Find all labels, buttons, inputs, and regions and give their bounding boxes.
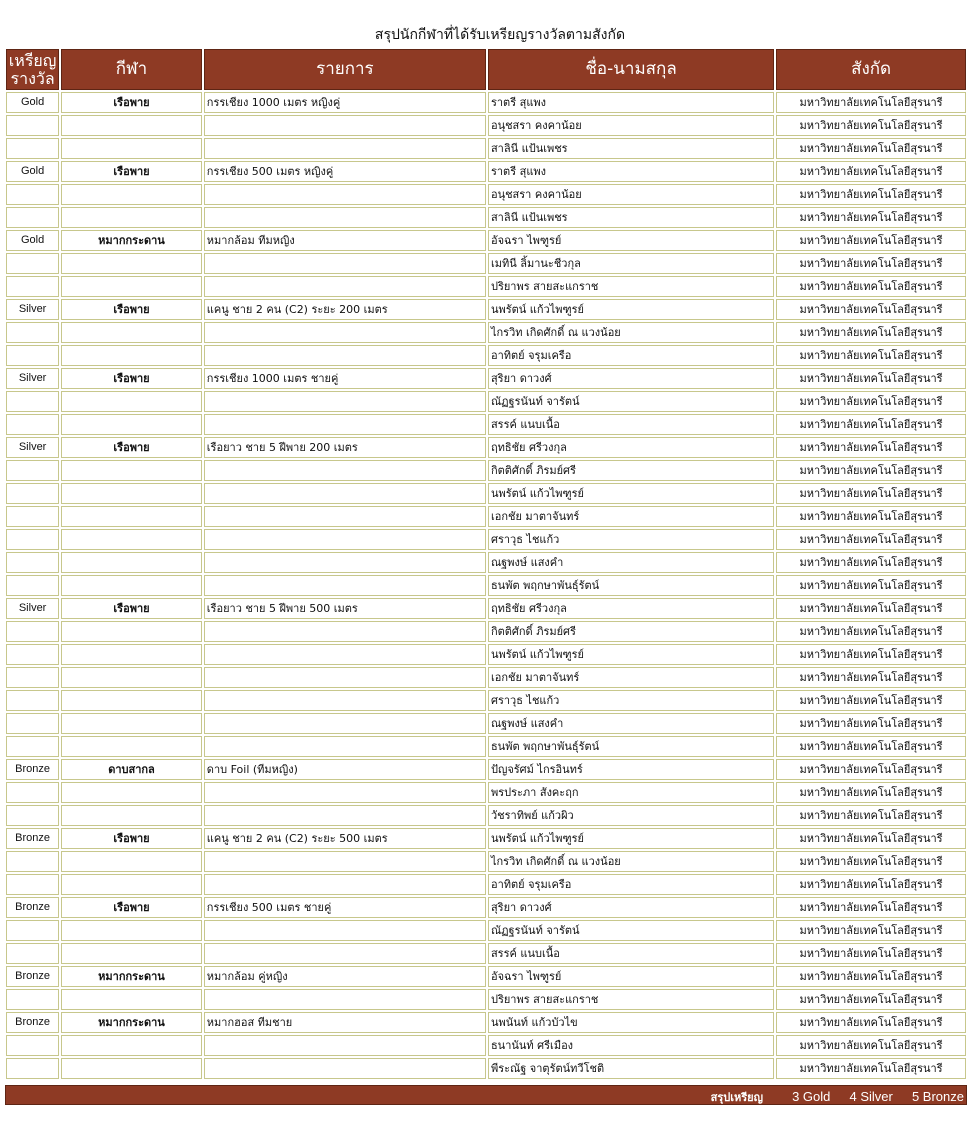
affiliation-cell: มหาวิทยาลัยเทคโนโลยีสุรนารี: [776, 437, 966, 458]
medal-cell: [6, 391, 59, 412]
affiliation-cell: มหาวิทยาลัยเทคโนโลยีสุรนารี: [776, 161, 966, 182]
name-cell: เมทินี ลิ้มานะชีวกุล: [488, 253, 774, 274]
sport-cell: เรือพาย: [61, 598, 202, 619]
event-cell: [204, 322, 486, 343]
event-cell: [204, 1058, 486, 1079]
table-row: [6, 897, 966, 918]
event-cell: [204, 529, 486, 550]
medal-cell: [6, 483, 59, 504]
table-body: [6, 92, 966, 1079]
name-cell: ธนพัต พฤกษาพันธุ์รัตน์: [488, 575, 774, 596]
table-row: [6, 391, 966, 412]
medal-cell: Silver: [6, 368, 59, 389]
table-row: [6, 184, 966, 205]
medal-cell: [6, 1035, 59, 1056]
event-cell: [204, 851, 486, 872]
medal-cell: [6, 782, 59, 803]
name-cell: ราตรี สุแพง: [488, 161, 774, 182]
table-row: [6, 115, 966, 136]
event-cell: กรรเชียง 500 เมตร หญิงคู่: [204, 161, 486, 182]
affiliation-cell: มหาวิทยาลัยเทคโนโลยีสุรนารี: [776, 345, 966, 366]
table-row: [6, 437, 966, 458]
sport-cell: [61, 989, 202, 1010]
header-event: รายการ: [204, 49, 486, 90]
name-cell: ฤทธิชัย ศรีวงกุล: [488, 437, 774, 458]
sport-cell: [61, 575, 202, 596]
affiliation-cell: มหาวิทยาลัยเทคโนโลยีสุรนารี: [776, 552, 966, 573]
affiliation-cell: มหาวิทยาลัยเทคโนโลยีสุรนารี: [776, 805, 966, 826]
name-cell: สุริยา ดาวงศ์: [488, 368, 774, 389]
summary-gold: 3 Gold: [792, 1089, 831, 1104]
name-cell: ณัฏฐรนันท์ จารัตน์: [488, 920, 774, 941]
name-cell: ราตรี สุแพง: [488, 92, 774, 113]
event-cell: แคนู ชาย 2 คน (C2) ระยะ 200 เมตร: [204, 299, 486, 320]
name-cell: สาลินี แป้นเพชร: [488, 138, 774, 159]
event-cell: [204, 483, 486, 504]
table-row: [6, 529, 966, 550]
medal-cell: [6, 667, 59, 688]
sport-cell: [61, 713, 202, 734]
medal-cell: [6, 805, 59, 826]
sport-cell: [61, 943, 202, 964]
event-cell: กรรเชียง 1000 เมตร หญิงคู่: [204, 92, 486, 113]
name-cell: อาทิตย์ จรุมเครือ: [488, 874, 774, 895]
name-cell: กิตติศักดิ์ ภิรมย์ศรี: [488, 621, 774, 642]
affiliation-cell: มหาวิทยาลัยเทคโนโลยีสุรนารี: [776, 690, 966, 711]
event-cell: กรรเชียง 500 เมตร ชายคู่: [204, 897, 486, 918]
event-cell: [204, 391, 486, 412]
table-header-row: [6, 49, 966, 90]
sport-cell: หมากกระดาน: [61, 230, 202, 251]
table-row: [6, 1035, 966, 1056]
table-row: [6, 322, 966, 343]
medal-cell: [6, 276, 59, 297]
affiliation-cell: มหาวิทยาลัยเทคโนโลยีสุรนารี: [776, 207, 966, 228]
affiliation-cell: มหาวิทยาลัยเทคโนโลยีสุรนารี: [776, 529, 966, 550]
name-cell: อนุชสรา คงคาน้อย: [488, 115, 774, 136]
page-title: สรุปนักกีฬาที่ได้รับเหรียญรางวัลตามสังกัด: [374, 27, 626, 43]
name-cell: พรประภา สังคะฤก: [488, 782, 774, 803]
name-cell: ศราวุธ ไชแก้ว: [488, 690, 774, 711]
medal-cell: [6, 851, 59, 872]
event-cell: [204, 184, 486, 205]
name-cell: ไกรวิท เกิดศักดิ์ ณ แวงน้อย: [488, 851, 774, 872]
event-cell: [204, 253, 486, 274]
table-row: [6, 506, 966, 527]
sport-cell: [61, 414, 202, 435]
sport-cell: [61, 276, 202, 297]
name-cell: สาลินี แป้นเพชร: [488, 207, 774, 228]
sport-cell: [61, 529, 202, 550]
affiliation-cell: มหาวิทยาลัยเทคโนโลยีสุรนารี: [776, 1012, 966, 1033]
name-cell: ณฐพงษ์ แสงคำ: [488, 552, 774, 573]
name-cell: อัจฉรา ไพฑูรย์: [488, 966, 774, 987]
sport-cell: เรือพาย: [61, 437, 202, 458]
summary-bronze: 5 Bronze: [911, 1089, 964, 1104]
table-row: [6, 92, 966, 113]
sport-cell: [61, 506, 202, 527]
affiliation-cell: มหาวิทยาลัยเทคโนโลยีสุรนารี: [776, 322, 966, 343]
medal-cell: [6, 874, 59, 895]
name-cell: สุริยา ดาวงศ์: [488, 897, 774, 918]
event-cell: [204, 782, 486, 803]
name-cell: พีระณัฐ จาตุรัตน์ทวีโชติ: [488, 1058, 774, 1079]
medal-cell: [6, 713, 59, 734]
medal-cell: Bronze: [6, 897, 59, 918]
table-row: [6, 989, 966, 1010]
header-medal: เหรียญรางวัล: [6, 49, 59, 90]
event-cell: หมากล้อม ทีมหญิง: [204, 230, 486, 251]
event-cell: [204, 552, 486, 573]
event-cell: [204, 138, 486, 159]
medal-cell: [6, 621, 59, 642]
sport-cell: เรือพาย: [61, 299, 202, 320]
sport-cell: เรือพาย: [61, 92, 202, 113]
name-cell: ศราวุธ ไชแก้ว: [488, 529, 774, 550]
summary-bar: [5, 1085, 967, 1105]
table-row: [6, 966, 966, 987]
affiliation-cell: มหาวิทยาลัยเทคโนโลยีสุรนารี: [776, 368, 966, 389]
affiliation-cell: มหาวิทยาลัยเทคโนโลยีสุรนารี: [776, 598, 966, 619]
sport-cell: หมากกระดาน: [61, 966, 202, 987]
sport-cell: [61, 483, 202, 504]
medal-cell: Gold: [6, 161, 59, 182]
medal-cell: [6, 184, 59, 205]
medal-cell: [6, 322, 59, 343]
event-cell: [204, 575, 486, 596]
name-cell: เอกชัย มาตาจันทร์: [488, 506, 774, 527]
table-row: [6, 805, 966, 826]
event-cell: [204, 690, 486, 711]
event-cell: [204, 414, 486, 435]
table-row: [6, 874, 966, 895]
affiliation-cell: มหาวิทยาลัยเทคโนโลยีสุรนารี: [776, 391, 966, 412]
sport-cell: [61, 805, 202, 826]
medal-cell: Bronze: [6, 966, 59, 987]
table-row: [6, 345, 966, 366]
sport-cell: [61, 391, 202, 412]
affiliation-cell: มหาวิทยาลัยเทคโนโลยีสุรนารี: [776, 713, 966, 734]
medal-cell: [6, 414, 59, 435]
affiliation-cell: มหาวิทยาลัยเทคโนโลยีสุรนารี: [776, 115, 966, 136]
medal-table: [4, 47, 968, 1081]
sport-cell: [61, 1058, 202, 1079]
affiliation-cell: มหาวิทยาลัยเทคโนโลยีสุรนารี: [776, 299, 966, 320]
medal-cell: Silver: [6, 598, 59, 619]
medal-cell: Gold: [6, 92, 59, 113]
header-sport: กีฬา: [61, 49, 202, 90]
affiliation-cell: มหาวิทยาลัยเทคโนโลยีสุรนารี: [776, 230, 966, 251]
affiliation-cell: มหาวิทยาลัยเทคโนโลยีสุรนารี: [776, 184, 966, 205]
event-cell: [204, 115, 486, 136]
name-cell: สรรค์ แนบเนื้อ: [488, 943, 774, 964]
medal-cell: [6, 552, 59, 573]
summary-label: สรุปเหรียญ: [710, 1091, 763, 1104]
table-row: [6, 851, 966, 872]
table-row: [6, 713, 966, 734]
table-row: [6, 460, 966, 481]
table-row: [6, 138, 966, 159]
affiliation-cell: มหาวิทยาลัยเทคโนโลยีสุรนารี: [776, 644, 966, 665]
table-row: [6, 621, 966, 642]
name-cell: อาทิตย์ จรุมเครือ: [488, 345, 774, 366]
medal-cell: [6, 575, 59, 596]
event-cell: แคนู ชาย 2 คน (C2) ระยะ 500 เมตร: [204, 828, 486, 849]
event-cell: กรรเชียง 1000 เมตร ชายคู่: [204, 368, 486, 389]
affiliation-cell: มหาวิทยาลัยเทคโนโลยีสุรนารี: [776, 621, 966, 642]
sport-cell: [61, 552, 202, 573]
affiliation-cell: มหาวิทยาลัยเทคโนโลยีสุรนารี: [776, 460, 966, 481]
table-row: [6, 414, 966, 435]
name-cell: วัชราทิพย์ แก้วผิว: [488, 805, 774, 826]
table-row: [6, 943, 966, 964]
sport-cell: [61, 207, 202, 228]
event-cell: เรือยาว ชาย 5 ฝีพาย 200 เมตร: [204, 437, 486, 458]
table-row: [6, 759, 966, 780]
event-cell: [204, 989, 486, 1010]
affiliation-cell: มหาวิทยาลัยเทคโนโลยีสุรนารี: [776, 138, 966, 159]
event-cell: [204, 644, 486, 665]
affiliation-cell: มหาวิทยาลัยเทคโนโลยีสุรนารี: [776, 506, 966, 527]
medal-cell: [6, 253, 59, 274]
name-cell: ฤทธิชัย ศรีวงกุล: [488, 598, 774, 619]
header-affiliation: สังกัด: [776, 49, 966, 90]
name-cell: เอกชัย มาตาจันทร์: [488, 667, 774, 688]
table-row: [6, 253, 966, 274]
medal-cell: Bronze: [6, 1012, 59, 1033]
name-cell: นพรัตน์ แก้วไพฑูรย์: [488, 299, 774, 320]
event-cell: [204, 805, 486, 826]
sport-cell: [61, 644, 202, 665]
name-cell: ณฐพงษ์ แสงคำ: [488, 713, 774, 734]
medal-cell: Silver: [6, 299, 59, 320]
sport-cell: ดาบสากล: [61, 759, 202, 780]
event-cell: [204, 736, 486, 757]
sport-cell: [61, 736, 202, 757]
table-row: [6, 552, 966, 573]
name-cell: ปริยาพร สายสะแกราช: [488, 989, 774, 1010]
name-cell: อนุชสรา คงคาน้อย: [488, 184, 774, 205]
sport-cell: [61, 667, 202, 688]
table-row: [6, 920, 966, 941]
event-cell: [204, 920, 486, 941]
table-row: [6, 368, 966, 389]
table-row: [6, 161, 966, 182]
medal-cell: [6, 138, 59, 159]
table-row: [6, 1058, 966, 1079]
event-cell: [204, 621, 486, 642]
sport-cell: [61, 920, 202, 941]
sport-cell: [61, 184, 202, 205]
event-cell: หมากล้อม คู่หญิง: [204, 966, 486, 987]
affiliation-cell: มหาวิทยาลัยเทคโนโลยีสุรนารี: [776, 966, 966, 987]
sport-cell: [61, 460, 202, 481]
table-row: [6, 782, 966, 803]
event-cell: [204, 1035, 486, 1056]
name-cell: กิตติศักดิ์ ภิรมย์ศรี: [488, 460, 774, 481]
sport-cell: เรือพาย: [61, 368, 202, 389]
sport-cell: เรือพาย: [61, 828, 202, 849]
affiliation-cell: มหาวิทยาลัยเทคโนโลยีสุรนารี: [776, 920, 966, 941]
table-row: [6, 828, 966, 849]
event-cell: [204, 713, 486, 734]
name-cell: นพรัตน์ แก้วไพฑูรย์: [488, 483, 774, 504]
name-cell: สรรค์ แนบเนื้อ: [488, 414, 774, 435]
affiliation-cell: มหาวิทยาลัยเทคโนโลยีสุรนารี: [776, 989, 966, 1010]
name-cell: อัจฉรา ไพฑูรย์: [488, 230, 774, 251]
medal-cell: Gold: [6, 230, 59, 251]
medal-cell: [6, 690, 59, 711]
affiliation-cell: มหาวิทยาลัยเทคโนโลยีสุรนารี: [776, 276, 966, 297]
affiliation-cell: มหาวิทยาลัยเทคโนโลยีสุรนารี: [776, 897, 966, 918]
table-row: [6, 230, 966, 251]
name-cell: ไกรวิท เกิดศักดิ์ ณ แวงน้อย: [488, 322, 774, 343]
event-cell: ดาบ Foil (ทีมหญิง): [204, 759, 486, 780]
sport-cell: [61, 782, 202, 803]
table-row: [6, 483, 966, 504]
table-row: [6, 598, 966, 619]
name-cell: ณัฏฐรนันท์ จารัตน์: [488, 391, 774, 412]
sport-cell: [61, 115, 202, 136]
table-row: [6, 690, 966, 711]
affiliation-cell: มหาวิทยาลัยเทคโนโลยีสุรนารี: [776, 253, 966, 274]
medal-cell: Bronze: [6, 828, 59, 849]
table-row: [6, 299, 966, 320]
medal-cell: [6, 115, 59, 136]
sport-cell: เรือพาย: [61, 897, 202, 918]
affiliation-cell: มหาวิทยาลัยเทคโนโลยีสุรนารี: [776, 1035, 966, 1056]
affiliation-cell: มหาวิทยาลัยเทคโนโลยีสุรนารี: [776, 874, 966, 895]
affiliation-cell: มหาวิทยาลัยเทคโนโลยีสุรนารี: [776, 414, 966, 435]
medal-cell: [6, 1058, 59, 1079]
header-name: ชื่อ-นามสกุล: [488, 49, 774, 90]
table-row: [6, 644, 966, 665]
name-cell: ปัญจรัศม์ ไกรอินทร์: [488, 759, 774, 780]
medal-cell: [6, 207, 59, 228]
event-cell: [204, 506, 486, 527]
table-row: [6, 276, 966, 297]
affiliation-cell: มหาวิทยาลัยเทคโนโลยีสุรนารี: [776, 782, 966, 803]
affiliation-cell: มหาวิทยาลัยเทคโนโลยีสุรนารี: [776, 667, 966, 688]
event-cell: [204, 207, 486, 228]
event-cell: [204, 667, 486, 688]
table-row: [6, 1012, 966, 1033]
medal-cell: Silver: [6, 437, 59, 458]
medal-cell: [6, 460, 59, 481]
affiliation-cell: มหาวิทยาลัยเทคโนโลยีสุรนารี: [776, 851, 966, 872]
sport-cell: หมากกระดาน: [61, 1012, 202, 1033]
sport-cell: [61, 690, 202, 711]
affiliation-cell: มหาวิทยาลัยเทคโนโลยีสุรนารี: [776, 483, 966, 504]
table-row: [6, 667, 966, 688]
summary-silver: 4 Silver: [849, 1089, 893, 1104]
event-cell: [204, 460, 486, 481]
medal-cell: [6, 989, 59, 1010]
medal-cell: Bronze: [6, 759, 59, 780]
affiliation-cell: มหาวิทยาลัยเทคโนโลยีสุรนารี: [776, 575, 966, 596]
medal-cell: [6, 736, 59, 757]
sport-cell: [61, 322, 202, 343]
sport-cell: [61, 1035, 202, 1056]
sport-cell: [61, 874, 202, 895]
affiliation-cell: มหาวิทยาลัยเทคโนโลยีสุรนารี: [776, 92, 966, 113]
sport-cell: [61, 253, 202, 274]
name-cell: นพรัตน์ แก้วไพฑูรย์: [488, 644, 774, 665]
name-cell: นพรัตน์ แก้วไพฑูรย์: [488, 828, 774, 849]
affiliation-cell: มหาวิทยาลัยเทคโนโลยีสุรนารี: [776, 828, 966, 849]
event-cell: [204, 276, 486, 297]
event-cell: เรือยาว ชาย 5 ฝีพาย 500 เมตร: [204, 598, 486, 619]
medal-cell: [6, 506, 59, 527]
table-row: [6, 575, 966, 596]
medal-cell: [6, 529, 59, 550]
sport-cell: [61, 621, 202, 642]
affiliation-cell: มหาวิทยาลัยเทคโนโลยีสุรนารี: [776, 759, 966, 780]
affiliation-cell: มหาวิทยาลัยเทคโนโลยีสุรนารี: [776, 736, 966, 757]
medal-cell: [6, 644, 59, 665]
medal-cell: [6, 345, 59, 366]
medal-cell: [6, 943, 59, 964]
name-cell: ธนานันท์ ศรีเมือง: [488, 1035, 774, 1056]
name-cell: ธนพัต พฤกษาพันธุ์รัตน์: [488, 736, 774, 757]
sport-cell: [61, 345, 202, 366]
sport-cell: [61, 851, 202, 872]
sport-cell: [61, 138, 202, 159]
sport-cell: เรือพาย: [61, 161, 202, 182]
medal-cell: [6, 920, 59, 941]
name-cell: ปริยาพร สายสะแกราช: [488, 276, 774, 297]
affiliation-cell: มหาวิทยาลัยเทคโนโลยีสุรนารี: [776, 1058, 966, 1079]
event-cell: [204, 345, 486, 366]
name-cell: นพนันท์ แก้วบัวไข: [488, 1012, 774, 1033]
event-cell: [204, 943, 486, 964]
affiliation-cell: มหาวิทยาลัยเทคโนโลยีสุรนารี: [776, 943, 966, 964]
table-row: [6, 207, 966, 228]
event-cell: [204, 874, 486, 895]
table-row: [6, 736, 966, 757]
event-cell: หมากฮอส ทีมชาย: [204, 1012, 486, 1033]
